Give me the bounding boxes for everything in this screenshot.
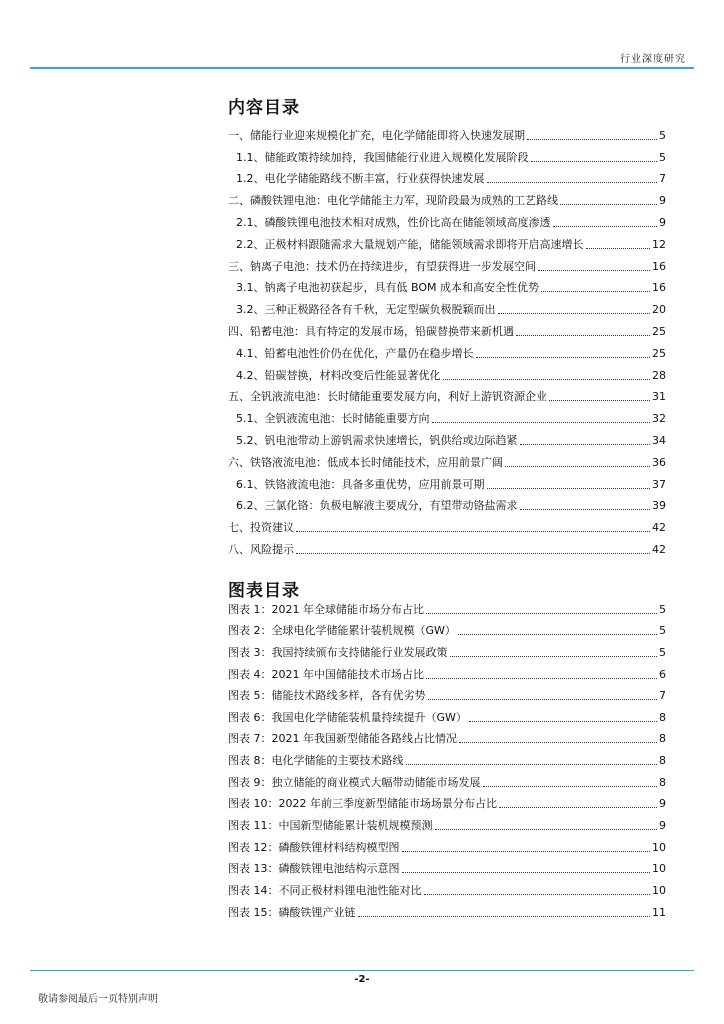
entry-page-number: 42 xyxy=(652,542,666,556)
dot-leader xyxy=(549,399,650,401)
dot-leader xyxy=(531,160,658,162)
dot-leader xyxy=(560,203,657,205)
entry-page-number: 36 xyxy=(652,455,666,469)
dot-leader xyxy=(520,443,651,445)
page-number: -2- xyxy=(354,974,370,985)
toc-entry[interactable] xyxy=(228,165,666,187)
dot-leader xyxy=(424,893,651,895)
figure-entry[interactable] xyxy=(228,638,666,660)
entry-page-number: 34 xyxy=(652,433,666,447)
entry-page-number: 9 xyxy=(659,819,666,833)
toc-entry[interactable] xyxy=(228,186,666,208)
header-divider xyxy=(30,67,694,69)
entry-label: 图表 4：2021 年中国储能技术市场占比 xyxy=(228,667,424,681)
figure-entry[interactable] xyxy=(228,790,666,812)
footer-divider xyxy=(30,970,694,971)
entry-label: 图表 14：不同正极材料锂电池性能对比 xyxy=(228,883,422,897)
figure-entry[interactable] xyxy=(228,746,666,768)
toc-entry[interactable] xyxy=(228,361,666,383)
entry-label: 5.2、钒电池带动上游钒需求快速增长，钒供给或边际趋紧 xyxy=(236,433,518,447)
entry-label: 4.2、铅碳替换，材料改变后性能显著优化 xyxy=(236,368,441,382)
dot-leader xyxy=(358,915,651,917)
toc-entry[interactable] xyxy=(228,143,666,165)
entry-page-number: 32 xyxy=(652,412,666,426)
entry-page-number: 8 xyxy=(659,710,666,724)
dot-leader xyxy=(487,487,651,489)
entry-label: 图表 15：磷酸铁锂产业链 xyxy=(228,905,356,919)
dot-leader xyxy=(459,741,657,743)
figure-entry[interactable] xyxy=(228,725,666,747)
entry-label: 6.2、三氯化铬：负极电解液主要成分，有望带动铬盐需求 xyxy=(236,499,518,513)
entry-page-number: 37 xyxy=(652,477,666,491)
figures-list xyxy=(228,595,666,920)
figures-title: 图表目录 xyxy=(228,581,300,601)
entry-label: 图表 2：全球电化学储能累计装机规模（GW） xyxy=(228,624,456,638)
toc-entry[interactable] xyxy=(228,448,666,470)
entry-page-number: 7 xyxy=(659,172,666,186)
entry-page-number: 8 xyxy=(659,732,666,746)
entry-label: 1.1、储能政策持续加持，我国储能行业进入规模化发展阶段 xyxy=(236,150,529,164)
disclaimer: 敬请参阅最后一页特别声明 xyxy=(38,994,158,1005)
toc-entry[interactable] xyxy=(228,339,666,361)
dot-leader xyxy=(458,633,657,635)
entry-label: 四、铅蓄电池：具有特定的发展市场，铅碳替换带来新机遇 xyxy=(228,324,514,338)
dot-leader xyxy=(296,552,650,554)
entry-label: 图表 6：我国电化学储能装机量持续提升（GW） xyxy=(228,710,467,724)
toc-entry[interactable] xyxy=(228,295,666,317)
toc-entry[interactable] xyxy=(228,121,666,143)
entry-label: 六、铁铬液流电池：低成本长时储能技术，应用前景广阔 xyxy=(228,455,503,469)
dot-leader xyxy=(499,806,657,808)
dot-leader xyxy=(476,356,651,358)
dot-leader xyxy=(520,508,651,510)
toc-entry[interactable] xyxy=(228,383,666,405)
dot-leader xyxy=(443,378,651,380)
dot-leader xyxy=(586,247,651,249)
entry-label: 图表 10：2022 年前三季度新型储能市场场景分布占比 xyxy=(228,797,497,811)
entry-label: 图表 12：磷酸铁锂材料结构模型图 xyxy=(228,840,400,854)
dot-leader xyxy=(402,871,651,873)
entry-label: 图表 13：磷酸铁锂电池结构示意图 xyxy=(228,862,400,876)
entry-label: 2.2、正极材料跟随需求大量规划产能，储能领域需求即将开启高速增长 xyxy=(236,237,584,251)
entry-page-number: 5 xyxy=(659,602,666,616)
toc-entry[interactable] xyxy=(228,513,666,535)
toc-entry[interactable] xyxy=(228,317,666,339)
entry-page-number: 39 xyxy=(652,499,666,513)
toc-list xyxy=(228,121,666,557)
entry-label: 图表 8：电化学储能的主要技术路线 xyxy=(228,754,404,768)
figure-entry[interactable] xyxy=(228,833,666,855)
entry-label: 图表 7：2021 年我国新型储能各路线占比情况 xyxy=(228,732,457,746)
header-title: 行业深度研究 xyxy=(620,54,686,65)
dot-leader xyxy=(527,138,657,140)
entry-label: 三、钠离子电池：技术仍在持续进步，有望获得进一步发展空间 xyxy=(228,259,536,273)
entry-page-number: 5 xyxy=(659,128,666,142)
entry-label: 1.2、电化学储能路线不断丰富，行业获得快速发展 xyxy=(236,172,485,186)
dot-leader xyxy=(402,850,651,852)
entry-page-number: 25 xyxy=(652,346,666,360)
entry-page-number: 42 xyxy=(652,521,666,535)
entry-label: 图表 5：储能技术路线多样，各有优劣势 xyxy=(228,689,426,703)
dot-leader xyxy=(498,312,651,314)
dot-leader xyxy=(487,181,658,183)
entry-label: 一、储能行业迎来规模化扩充，电化学储能即将入快速发展期 xyxy=(228,128,525,142)
entry-page-number: 8 xyxy=(659,754,666,768)
entry-page-number: 7 xyxy=(659,689,666,703)
dot-leader xyxy=(450,655,658,657)
entry-label: 七、投资建议 xyxy=(228,521,294,535)
entry-page-number: 12 xyxy=(652,237,666,251)
dot-leader xyxy=(469,720,657,722)
toc-title: 内容目录 xyxy=(228,98,300,118)
entry-label: 3.2、三种正极路径各有千秋，无定型碳负极脱颖而出 xyxy=(236,303,496,317)
dot-leader xyxy=(538,269,650,271)
entry-page-number: 5 xyxy=(659,150,666,164)
toc-entry[interactable] xyxy=(228,230,666,252)
entry-page-number: 25 xyxy=(652,324,666,338)
entry-label: 图表 1：2021 年全球储能市场分布占比 xyxy=(228,602,424,616)
entry-label: 图表 11：中国新型储能累计装机规模预测 xyxy=(228,819,433,833)
entry-page-number: 28 xyxy=(652,368,666,382)
entry-label: 3.1、钠离子电池初获起步，具有低 BOM 成本和高安全性优势 xyxy=(236,281,539,295)
entry-page-number: 5 xyxy=(659,624,666,638)
entry-label: 2.1、磷酸铁锂电池技术相对成熟，性价比高在储能领域高度渗透 xyxy=(236,215,551,229)
entry-label: 八、风险提示 xyxy=(228,542,294,556)
toc-entry[interactable] xyxy=(228,404,666,426)
figure-entry[interactable] xyxy=(228,855,666,877)
toc-entry[interactable] xyxy=(228,535,666,557)
entry-label: 五、全钒液流电池：长时储能重要发展方向，利好上游钒资源企业 xyxy=(228,390,547,404)
dot-leader xyxy=(296,530,650,532)
toc-entry[interactable] xyxy=(228,426,666,448)
entry-page-number: 9 xyxy=(659,194,666,208)
dot-leader xyxy=(541,290,650,292)
figure-entry[interactable] xyxy=(228,811,666,833)
toc-entry[interactable] xyxy=(228,274,666,296)
figure-entry[interactable] xyxy=(228,898,666,920)
entry-page-number: 9 xyxy=(659,797,666,811)
entry-page-number: 16 xyxy=(652,281,666,295)
toc-entry[interactable] xyxy=(228,492,666,514)
dot-leader xyxy=(435,828,658,830)
entry-page-number: 16 xyxy=(652,259,666,273)
figure-entry[interactable] xyxy=(228,876,666,898)
entry-page-number: 6 xyxy=(659,667,666,681)
entry-label: 6.1、铁铬液流电池：具备多重优势，应用前景可期 xyxy=(236,477,485,491)
dot-leader xyxy=(483,785,658,787)
toc-entry[interactable] xyxy=(228,252,666,274)
entry-page-number: 10 xyxy=(652,840,666,854)
dot-leader xyxy=(432,421,651,423)
entry-label: 图表 9：独立储能的商业模式大幅带动储能市场发展 xyxy=(228,775,481,789)
figure-entry[interactable] xyxy=(228,617,666,639)
figure-entry[interactable] xyxy=(228,768,666,790)
entry-page-number: 31 xyxy=(652,390,666,404)
entry-page-number: 5 xyxy=(659,645,666,659)
figure-entry[interactable] xyxy=(228,703,666,725)
toc-entry[interactable] xyxy=(228,470,666,492)
entry-label: 图表 3：我国持续颁布支持储能行业发展政策 xyxy=(228,645,448,659)
entry-page-number: 10 xyxy=(652,883,666,897)
dot-leader xyxy=(426,677,657,679)
entry-page-number: 20 xyxy=(652,303,666,317)
figure-entry[interactable] xyxy=(228,682,666,704)
entry-page-number: 9 xyxy=(659,215,666,229)
figure-entry[interactable] xyxy=(228,660,666,682)
entry-label: 4.1、铅蓄电池性价仍在优化，产量仍在稳步增长 xyxy=(236,346,474,360)
entry-page-number: 11 xyxy=(652,905,666,919)
dot-leader xyxy=(426,612,657,614)
dot-leader xyxy=(428,698,658,700)
dot-leader xyxy=(516,334,650,336)
dot-leader xyxy=(553,225,658,227)
figure-entry[interactable] xyxy=(228,595,666,617)
entry-label: 二、磷酸铁锂电池：电化学储能主力军，现阶段最为成熟的工艺路线 xyxy=(228,194,558,208)
toc-entry[interactable] xyxy=(228,208,666,230)
entry-label: 5.1、全钒液流电池：长时储能重要方向 xyxy=(236,412,430,426)
entry-page-number: 8 xyxy=(659,775,666,789)
dot-leader xyxy=(406,763,658,765)
entry-page-number: 10 xyxy=(652,862,666,876)
dot-leader xyxy=(505,465,650,467)
